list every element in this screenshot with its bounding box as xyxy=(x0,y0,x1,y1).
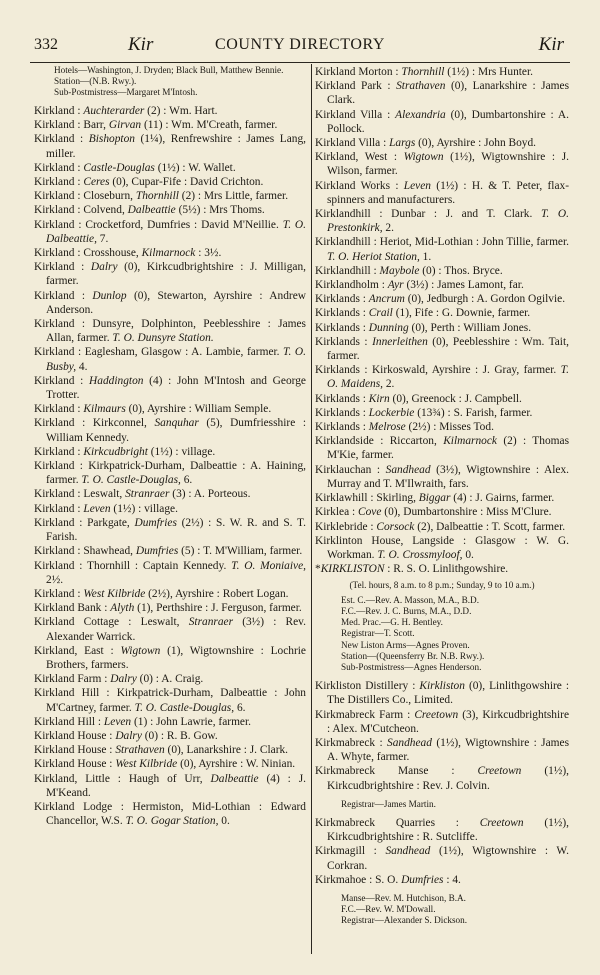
entry-text: 7. xyxy=(96,232,109,245)
entry-text: Kirkland : xyxy=(34,502,84,515)
directory-entry xyxy=(34,445,306,459)
entry-place: Cove xyxy=(358,506,382,519)
entry-text: (2) : Thomas M'Kie, farmer. xyxy=(327,435,569,462)
entry-text: Kirklands : xyxy=(315,321,369,334)
entry-text: Kirklandhill : Dunbar : J. and T. Clark. xyxy=(315,208,541,221)
directory-entry xyxy=(34,374,306,402)
entry-place: Kirn xyxy=(368,392,390,405)
directory-entry xyxy=(315,179,569,207)
directory-entry xyxy=(34,615,306,643)
entry-place: Sandhead xyxy=(385,463,431,476)
directory-entry xyxy=(34,757,306,771)
entry-text: 6. xyxy=(234,701,246,714)
entry-text: (0) : Thos. Bryce. xyxy=(419,264,503,277)
entry-text: 0. xyxy=(462,548,474,561)
entry-place: Ancrum xyxy=(368,293,405,306)
directory-entry xyxy=(315,679,569,707)
entry-place: Sandhead xyxy=(387,737,432,750)
directory-entry xyxy=(34,260,306,288)
entry-text: (3½), Wigtownshire : Alex. Murray and T. M'Ilwraith, fars. xyxy=(327,463,569,490)
entry-text: (0), Jedburgh : A. Gordon Ogilvie. xyxy=(404,293,566,306)
entry-place: T. O. Prestonkirk, xyxy=(327,208,569,235)
directory-entry xyxy=(315,264,569,278)
directory-entry xyxy=(315,764,569,792)
entry-note: Sub-Postmistress—Margaret M'Intosh. xyxy=(54,87,198,97)
directory-entry xyxy=(34,800,306,828)
left-column xyxy=(34,65,306,955)
entry-text: Kirkland : Shawhead, xyxy=(34,545,136,558)
entry-place: Leven xyxy=(103,715,132,728)
directory-entry xyxy=(34,729,306,743)
entry-text: Kirkland : xyxy=(34,261,91,274)
entry-text: Kirkland, East : xyxy=(34,644,121,657)
directory-entry xyxy=(34,402,306,416)
entry-text: (1½) : Mrs Hunter. xyxy=(444,66,534,78)
entry-detail: Est. C.—Rev. A. Masson, M.A., B.D. xyxy=(341,594,479,605)
entry-text: Kirkland House : xyxy=(34,744,116,757)
entry-place: Castle-Douglas xyxy=(83,161,155,174)
entry-text: (0), Dumbartonshire : A. Pollock. xyxy=(327,108,569,135)
entry-place: Ayr xyxy=(387,279,404,292)
entry-place: Stranraer xyxy=(188,616,234,629)
directory-entry xyxy=(315,335,569,363)
entry-text: Kirklands : xyxy=(315,335,373,348)
entry-place: T. O. Castle-Douglas, xyxy=(134,701,235,714)
entry-text: (0), Dumbartonshire : Miss M'Clure. xyxy=(381,506,552,519)
entry-text: Kirkland : xyxy=(34,587,84,600)
entry-text: Kirkland, West : xyxy=(315,151,404,164)
entry-text: (0), Ayrshire : W. Ninian. xyxy=(177,758,296,771)
directory-entry xyxy=(34,218,306,246)
directory-entry xyxy=(34,175,306,189)
entry-text: (0), Ayrshire : John Boyd. xyxy=(415,137,537,150)
entry-place: Creetown xyxy=(477,765,522,778)
entry-text: Kirkland : xyxy=(34,176,84,189)
column-divider xyxy=(311,64,312,954)
directory-entry xyxy=(315,278,569,292)
entry-place: Kirkliston xyxy=(419,680,465,693)
entry-text: Kirkland : Kirkconnel, xyxy=(34,417,155,430)
directory-entry xyxy=(315,844,569,872)
entry-place: T. O. Crossmyloof, xyxy=(377,548,463,561)
entry-text: Kirkland House : xyxy=(34,758,116,771)
entry-text: Kirkland : Thornhill : Captain Kennedy. xyxy=(34,559,232,572)
entry-place: Ceres xyxy=(83,176,110,189)
directory-entry xyxy=(315,463,569,491)
directory-entry xyxy=(34,104,306,118)
entry-text: Kirkland Works : xyxy=(315,179,404,192)
directory-entry xyxy=(34,715,306,729)
entry-text: Kirkland Cottage : Leswalt, xyxy=(34,616,189,629)
entry-text: Kirklebride : xyxy=(315,520,377,533)
entry-place: T. O. Dalbeattie, xyxy=(46,218,306,245)
entry-place: Haddington xyxy=(89,374,144,387)
entry-place: T. O. Maidens, xyxy=(327,364,569,391)
entry-text: Kirkland : Barr, xyxy=(34,119,109,132)
entry-text: (1¼), Renfrewshire : James Lang, miller. xyxy=(46,133,306,160)
entry-place: T. O. Heriot Station, xyxy=(327,250,420,263)
entry-place: Leven xyxy=(403,179,431,192)
entry-text: : R. S. O. Linlithgowshire. xyxy=(384,563,509,576)
directory-entry xyxy=(315,406,569,420)
entry-text: Kirkland Park : xyxy=(315,80,397,93)
directory-entry xyxy=(315,420,569,434)
directory-entry xyxy=(34,772,306,800)
entry-text: (0), Lanarkshire : James Clark. xyxy=(327,80,569,107)
entry-text: (0) : R. B. Gow. xyxy=(141,729,218,742)
entry-place: Creetown xyxy=(479,817,524,830)
entry-text: Kirkland : xyxy=(34,374,90,387)
directory-entry xyxy=(315,207,569,235)
entry-place: Dalry xyxy=(90,261,118,274)
entry-note: Station—(N.B. Rwy.). xyxy=(54,76,137,86)
entry-place: Wigtown xyxy=(403,151,444,164)
entry-text: (3), Kirkcudbrightshire : Alex. M'Cutcheon. xyxy=(327,708,569,735)
entry-place: Dumfries xyxy=(134,516,177,529)
entry-place: Sandhead xyxy=(385,845,431,858)
directory-entry xyxy=(315,306,569,320)
entry-text: Kirklands : xyxy=(315,293,369,306)
entry-place: Alexandria xyxy=(395,108,446,121)
entry-place: Stranraer xyxy=(125,488,170,501)
directory-entry xyxy=(315,392,569,406)
entry-text: Kirkland Hill : Kirkpatrick-Durham, Dalbeattie : John M'Cartney, farmer. xyxy=(34,687,306,714)
directory-entry xyxy=(315,491,569,505)
entry-place: Alyth xyxy=(110,602,135,615)
directory-entry xyxy=(34,559,306,587)
entry-text: Kirklands : xyxy=(315,307,369,320)
left-running-head: Kir xyxy=(128,34,154,55)
directory-entry xyxy=(34,459,306,487)
entry-place: Dumfries xyxy=(135,545,179,558)
entry-text: (3½) : Rev. Alexander Warrick. xyxy=(46,616,306,643)
directory-entry xyxy=(315,136,569,150)
entry-text: Kirklands : Kirkoswald, Ayrshire : J. Gray, farmer. xyxy=(315,364,561,377)
entry-text: 0. xyxy=(218,815,230,828)
directory-entry xyxy=(34,416,306,444)
directory-entry xyxy=(315,321,569,335)
entry-text: 2. xyxy=(383,378,395,391)
entry-text: Kirkland : xyxy=(34,105,84,117)
entry-text: Kirklandholm : xyxy=(315,279,388,292)
entry-text: (0), Cupar-Fife : David Crichton. xyxy=(109,176,264,189)
entry-text: Kirkmabreck Quarries : xyxy=(315,817,480,830)
entry-place: Kilmarnock xyxy=(443,435,497,448)
right-column xyxy=(315,65,569,955)
entry-text: Kirkland House : xyxy=(34,729,116,742)
directory-entry xyxy=(34,203,306,217)
entry-text: Kirklawhill : Skirling, xyxy=(315,492,419,505)
entry-text: Kirkland, Little : Haugh of Urr, xyxy=(34,772,211,785)
directory-entry xyxy=(34,743,306,757)
right-running-head: Kir xyxy=(538,34,564,55)
entry-text: : 4. xyxy=(443,873,461,886)
entry-text: Kirklands : xyxy=(315,421,369,434)
entry-text: (1½) : H. & T. Peter, flax-spinners and manufacturers. xyxy=(327,179,569,206)
entry-text: (2½) : Misses Tod. xyxy=(405,421,494,434)
directory-entry xyxy=(315,520,569,534)
entry-text: (1), Fife : G. Downie, farmer. xyxy=(392,307,531,320)
directory-entry xyxy=(315,363,569,391)
entry-text: (4) : J. M'Keand. xyxy=(46,772,306,799)
entry-text: (2) : Mrs Little, farmer. xyxy=(178,190,289,203)
entry-text: Kirkmabreck : xyxy=(315,737,388,750)
entry-place: Creetown xyxy=(414,708,459,721)
entry-text: (1½), Wigtownshire : W. Corkran. xyxy=(327,845,569,872)
entry-text: (1), Perthshire : J. Ferguson, farmer. xyxy=(134,602,302,615)
entry-place: Dalry xyxy=(115,729,142,742)
entry-text: (1½) : village. xyxy=(110,502,178,515)
directory-entry xyxy=(34,487,306,501)
entry-place: Dalbeattie xyxy=(127,204,176,217)
entry-text: (1) : John Lawrie, farmer. xyxy=(131,715,251,728)
entry-text: 4. xyxy=(76,360,88,373)
entry-place: KIRKLISTON xyxy=(320,563,385,576)
directory-entry xyxy=(34,345,306,373)
entry-text: Kirklandside : Riccarton, xyxy=(315,435,444,448)
entry-text: Kirkland Bank : xyxy=(34,602,111,615)
directory-entry xyxy=(315,736,569,764)
entry-text: Kirkland : Parkgate, xyxy=(34,516,135,529)
entry-text: Kirkland : xyxy=(34,445,84,458)
entry-text: : 3½. xyxy=(195,247,222,260)
entry-text: (0), Linlithgowshire : The Distillers Co., Limited. xyxy=(327,680,569,707)
entry-text: Kirkland : Crosshouse, xyxy=(34,247,142,260)
entry-text: Kirkmabreck Farm : xyxy=(315,708,415,721)
entry-place: Leven xyxy=(83,502,111,515)
entry-place: Kilmaurs xyxy=(83,403,126,416)
directory-entry xyxy=(315,816,569,844)
entry-place: Dunlop xyxy=(92,289,127,302)
entry-text: (0), Kirkcudbrightshire : J. Milligan, farmer. xyxy=(46,261,306,288)
entry-text: Kirkland Villa : xyxy=(315,137,390,150)
entry-text: Kirkmabreck Manse : xyxy=(315,765,478,778)
entry-text: Kirkland Hill : xyxy=(34,715,104,728)
entry-text: (1½), Wigtownshire : James A. Whyte, farmer. xyxy=(327,737,569,764)
entry-text: (2½), Ayrshire : Robert Logan. xyxy=(145,587,289,600)
entry-text: (0), Peeblesshire : Wm. Tait, farmer. xyxy=(327,335,569,363)
header-rule xyxy=(30,62,570,63)
directory-entry xyxy=(34,644,306,672)
entry-text: Kirklea : xyxy=(315,506,359,519)
entry-place: Melrose xyxy=(368,421,406,434)
directory-entry xyxy=(315,292,569,306)
entry-detail: F.C.—Rev. J. C. Burns, M.A., D.D. xyxy=(341,606,472,617)
entry-place: Sanquhar xyxy=(154,417,199,430)
directory-entry xyxy=(315,708,569,736)
entry-place: Strathaven xyxy=(115,744,165,757)
entry-text: * xyxy=(315,563,321,576)
entry-detail: Registrar—T. Scott. xyxy=(341,628,415,639)
entry-place: Kilmarnock xyxy=(141,247,196,260)
entry-text: (1½), Kirkcudbrightshire : R. Sutcliffe. xyxy=(327,817,569,844)
directory-entry xyxy=(315,108,569,136)
directory-entry xyxy=(34,246,306,260)
directory-entry xyxy=(315,65,569,79)
entry-text: (1), Wigtownshire : Lochrie Brothers, farmers. xyxy=(46,644,306,671)
entry-detail: Station—(Queensferry Br. N.B. Rwy.). xyxy=(341,650,485,661)
directory-entry xyxy=(315,79,569,107)
directory-entry xyxy=(34,601,306,615)
entry-text: Kirklandhill : xyxy=(315,264,380,277)
page-number: 332 xyxy=(34,36,58,53)
entry-text: (0), Lanarkshire : J. Clark. xyxy=(164,744,289,757)
entry-place: Auchterarder xyxy=(83,105,145,117)
directory-entry xyxy=(315,505,569,519)
entry-text: (2), Dalbeattie : T. Scott, farmer. xyxy=(414,520,566,533)
entry-text: Kirkland Lodge : Hermiston, Mid-Lothian : Edward Chancellor, W.S. xyxy=(34,800,306,828)
entry-text: (0), Perth : William Jones. xyxy=(408,321,532,334)
entry-text: (11) : Wm. M'Creath, farmer. xyxy=(141,119,278,132)
entry-place: Dunning xyxy=(368,321,409,334)
entry-text: 1. xyxy=(419,250,432,263)
entry-place: Dalbeattie xyxy=(210,772,259,785)
entry-text: (5) : T. M'William, farmer. xyxy=(178,545,303,558)
entry-text: Kirkland : Kirkpatrick-Durham, Dalbeattie : A. Haining, farmer. xyxy=(34,460,306,487)
entry-text: (5½) : Mrs Thoms. xyxy=(175,204,265,217)
entry-text: 2½. xyxy=(46,573,64,586)
entry-text: Kirkliston Distillery : xyxy=(315,680,420,693)
entry-place: Maybole xyxy=(379,264,420,277)
entry-detail: Manse—Rev. M. Hutchison, B.A. xyxy=(341,893,466,904)
entry-text: (0), Greenock : J. Campbell. xyxy=(389,392,522,405)
entry-text: Kirkland : xyxy=(34,289,93,302)
directory-entry xyxy=(315,150,569,178)
entry-place: Corsock xyxy=(376,520,415,533)
entry-text: Kirkmahoe : S. O. xyxy=(315,873,402,886)
entry-text: Kirkland Morton : xyxy=(315,66,402,78)
entry-place: West Kilbride xyxy=(83,587,146,600)
entry-text: (4) : J. Gairns, farmer. xyxy=(450,492,555,505)
entry-detail: Sub-Postmistress—Agnes Henderson. xyxy=(341,662,482,673)
entry-text: (13¾) : S. Farish, farmer. xyxy=(414,406,533,419)
entry-place: T. O. Gogar Station, xyxy=(125,815,219,828)
entry-place: T. O. Dunsyre Station. xyxy=(112,332,214,345)
entry-text: (5), Dumfriesshire : William Kennedy. xyxy=(46,417,306,444)
directory-entry xyxy=(315,873,569,887)
entry-text: Kirkland : Crocketford, Dumfries : David M'Neillie. xyxy=(34,218,283,231)
directory-entry xyxy=(34,317,306,345)
entry-text: 2. xyxy=(382,222,394,235)
entry-place: Thornhill xyxy=(135,190,179,203)
entry-text: Kirkland Farm : xyxy=(34,673,111,686)
directory-entry xyxy=(34,502,306,516)
entry-detail: Registrar—James Martin. xyxy=(341,798,436,809)
entry-note: Hotels—Washington, J. Dryden; Black Bull, Matthew Bennie. xyxy=(54,65,284,75)
entry-place: Dalry xyxy=(110,673,137,686)
entry-text: (3) : A. Porteous. xyxy=(169,488,251,501)
entry-text: Kirkland : Colvend, xyxy=(34,204,128,217)
directory-entry xyxy=(34,161,306,175)
directory-entry xyxy=(34,189,306,203)
entry-text: (2) : Wm. Hart. xyxy=(144,105,218,117)
entry-detail: F.C.—Rev. W. M'Dowall. xyxy=(341,904,436,915)
page-title: COUNTY DIRECTORY xyxy=(214,36,386,53)
entry-text: Kirklauchan : xyxy=(315,463,386,476)
entry-place: T. O. Castle-Douglas, xyxy=(81,474,181,487)
page-header xyxy=(30,34,570,60)
entry-place: Largs xyxy=(389,137,416,150)
directory-entry xyxy=(34,516,306,544)
telegraph-hours: (Tel. hours, 8 a.m. to 8 p.m.; Sunday, 9 to 10 a.m.) xyxy=(349,580,535,591)
entry-place: West Kilbride xyxy=(115,758,178,771)
entry-text: Kirkmagill : xyxy=(315,845,386,858)
entry-place: Crail xyxy=(368,307,393,320)
entry-text: (2½) : S. W. R. and S. T. Farish. xyxy=(46,516,306,544)
directory-entry xyxy=(34,118,306,132)
entry-place: Girvan xyxy=(108,119,142,132)
directory-entry xyxy=(34,587,306,601)
entry-text: Kirkland : Closeburn, xyxy=(34,190,136,203)
directory-entry xyxy=(34,544,306,558)
entry-text: Kirkland : Dunsyre, Dolphinton, Peeblesshire : James Allan, farmer. xyxy=(34,318,306,345)
entry-text: Kirkland : xyxy=(34,161,84,174)
entry-place: Lockerbie xyxy=(368,406,415,419)
entry-text: Kirkland : xyxy=(34,133,89,146)
entry-text: (1½) : W. Wallet. xyxy=(154,161,236,174)
entry-text: (0), Ayrshire : William Semple. xyxy=(125,403,272,416)
entry-detail: Med. Prac.—G. H. Bentley. xyxy=(341,617,443,628)
entry-text: Kirklands : xyxy=(315,406,369,419)
entry-detail: Registrar—Alexander S. Dickson. xyxy=(341,915,468,926)
directory-entry xyxy=(315,434,569,462)
entry-text: 6. xyxy=(180,474,193,487)
directory-entry xyxy=(34,289,306,317)
entry-place: T. O. Moniaive, xyxy=(231,559,306,572)
directory-entry xyxy=(34,686,306,714)
entry-text: (0), Stewarton, Ayrshire : Andrew Anderson. xyxy=(46,289,306,316)
entry-text: Kirkland : xyxy=(34,403,84,416)
entry-text: (1½), Kirkcudbrightshire : Rev. J. Colvin. xyxy=(327,765,569,792)
directory-entry xyxy=(34,132,306,160)
entry-place: Biggar xyxy=(418,492,451,505)
entry-place: Bishopton xyxy=(88,133,135,146)
entry-text: Kirklinton House, Langside : Glasgow : W. G. Workman. xyxy=(315,534,569,561)
entry-place: Wigtown xyxy=(120,644,161,657)
entry-text: Kirklands : xyxy=(315,392,369,405)
directory-entry xyxy=(315,534,569,562)
entry-place: Kirkcudbright xyxy=(83,445,148,458)
entry-place: Dumfries xyxy=(401,873,444,886)
entry-text: (4) : John M'Intosh and George Trotter. xyxy=(46,374,306,402)
entry-text: Kirkland : Eaglesham, Glasgow : A. Lambie, farmer. xyxy=(34,346,284,359)
entry-text: (1½), Wigtownshire : J. Wilson, farmer. xyxy=(327,151,569,178)
entry-text: (0) : A. Craig. xyxy=(136,673,204,686)
entry-text: (3½) : James Lamont, far. xyxy=(403,279,524,292)
entry-place: Innerleithen xyxy=(372,335,428,348)
entry-detail: New Liston Arms—Agnes Proven. xyxy=(341,639,470,650)
entry-text: Kirkland Villa : xyxy=(315,108,396,121)
entry-text: Kirklandhill : Heriot, Mid-Lothian : John Tillie, farmer. xyxy=(315,236,569,249)
entry-text: (1½) : village. xyxy=(147,445,216,458)
directory-entry xyxy=(315,562,569,576)
entry-place: Thornhill xyxy=(401,66,445,78)
entry-place: T. O. Busby, xyxy=(46,346,306,373)
entry-place: Strathaven xyxy=(396,80,446,93)
entry-text: Kirkland : Leswalt, xyxy=(34,488,126,501)
directory-entry xyxy=(315,235,569,263)
directory-entry xyxy=(34,672,306,686)
